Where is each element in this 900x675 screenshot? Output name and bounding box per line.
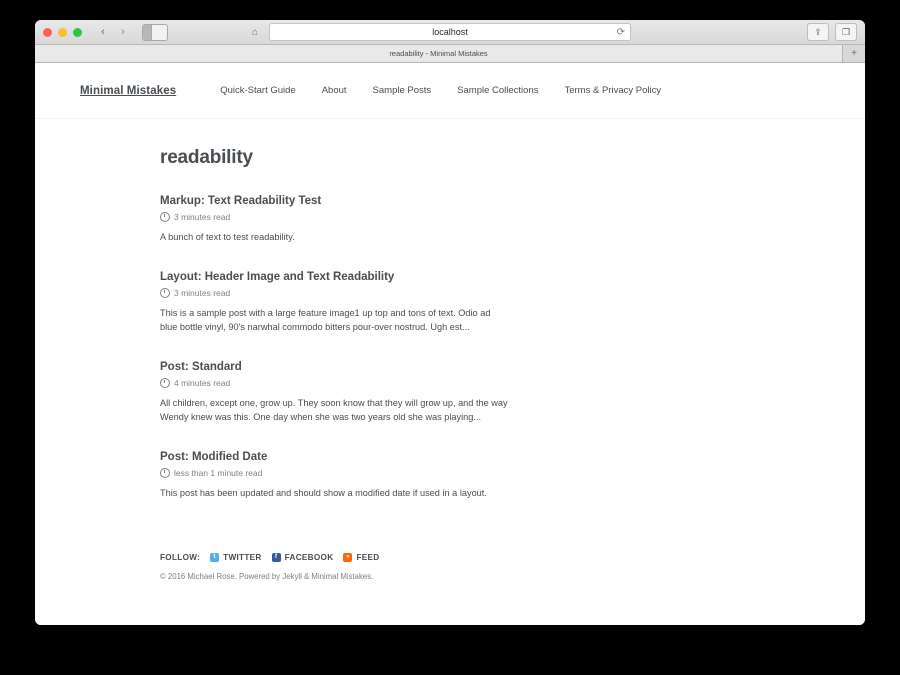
facebook-icon: f (272, 553, 281, 562)
post-meta (160, 378, 820, 388)
post-title-link[interactable]: Markup: Text Readability Test (160, 195, 322, 207)
browser-window (35, 20, 865, 625)
back-icon[interactable]: ‹ (101, 25, 105, 38)
nav-item-about[interactable]: About (321, 85, 347, 96)
post-read-time: less than 1 minute read (174, 467, 263, 478)
reload-icon[interactable]: ⟳ (616, 26, 625, 38)
list-item (160, 361, 820, 425)
forward-icon[interactable]: › (121, 25, 125, 38)
sidebar-toggle-icon[interactable] (142, 24, 168, 41)
social-label-twitter: TWITTER (223, 552, 262, 562)
page-viewport (35, 63, 865, 625)
post-read-time: 3 minutes read (174, 287, 231, 298)
home-icon[interactable]: ⌂ (252, 26, 259, 38)
browser-titlebar (35, 20, 865, 45)
navigation-arrows (94, 24, 132, 40)
post-excerpt: All children, except one, grow up. They soon know that they will grow up, and the way Wendy knew was this. One day when she was two years old she was playing... (160, 397, 508, 422)
follow-row (160, 553, 820, 562)
post-excerpt: This is a sample post with a large feature image1 up top and tons of text. Odio ad blue bottle vinyl, 90's narwhal commodo bitters pour-over nostrud. Ugh est... (160, 308, 491, 332)
address-bar[interactable] (269, 23, 631, 41)
social-link-feed[interactable] (343, 553, 379, 562)
maximize-window-button[interactable] (73, 28, 82, 37)
copyright-text: © 2016 Michael Rose. Powered by Jekyll & Minimal Mistakes. (160, 571, 374, 581)
window-controls (43, 28, 82, 37)
social-link-twitter[interactable] (210, 553, 261, 562)
social-link-facebook[interactable] (272, 553, 334, 562)
minimize-window-button[interactable] (58, 28, 67, 37)
new-tab-icon[interactable]: + (843, 45, 865, 62)
clock-icon (160, 378, 170, 388)
tab-bar (35, 45, 865, 63)
toolbar-right (807, 23, 857, 41)
rss-feed-icon: » (343, 553, 352, 562)
post-title-link[interactable]: Layout: Header Image and Text Readability (160, 270, 395, 283)
nav-item-quick-start-guide[interactable]: Quick-Start Guide (220, 85, 296, 96)
post-meta (160, 468, 820, 478)
post-meta (160, 288, 820, 298)
post-excerpt: This post has been updated and should show a modified date if used in a layout. (160, 487, 487, 498)
site-masthead (35, 63, 865, 119)
post-title-link[interactable]: Post: Standard (160, 360, 242, 373)
site-title-link[interactable]: Minimal Mistakes (80, 84, 177, 97)
post-read-time: 3 minutes read (174, 212, 231, 222)
list-item (160, 451, 820, 501)
post-title-link[interactable]: Post: Modified Date (160, 450, 268, 463)
post-list (160, 195, 820, 501)
social-label-feed: FEED (356, 552, 380, 562)
nav-item-sample-collections[interactable]: Sample Collections (457, 85, 539, 96)
post-excerpt: A bunch of text to test readability. (160, 232, 295, 243)
show-tabs-icon[interactable]: ❐ (835, 23, 857, 41)
nav-item-sample-posts[interactable]: Sample Posts (372, 85, 432, 96)
list-item (160, 195, 820, 245)
site-footer (160, 553, 820, 599)
follow-label: FOLLOW: (160, 552, 201, 562)
page-content (70, 147, 830, 599)
list-item (160, 271, 820, 335)
primary-navigation (220, 85, 661, 96)
clock-icon (160, 212, 170, 222)
close-window-button[interactable] (43, 28, 52, 37)
page-title: readability (160, 147, 253, 168)
social-label-facebook: FACEBOOK (284, 552, 334, 562)
address-bar-url: localhost (432, 27, 468, 37)
share-icon[interactable]: ⇪ (807, 23, 829, 41)
nav-item-terms-privacy-policy[interactable]: Terms & Privacy Policy (564, 85, 662, 96)
twitter-icon: t (210, 553, 219, 562)
post-meta (160, 212, 820, 222)
clock-icon (160, 288, 170, 298)
tab-readability[interactable]: readability - Minimal Mistakes (35, 45, 843, 62)
clock-icon (160, 468, 170, 478)
post-read-time: 4 minutes read (174, 377, 231, 388)
